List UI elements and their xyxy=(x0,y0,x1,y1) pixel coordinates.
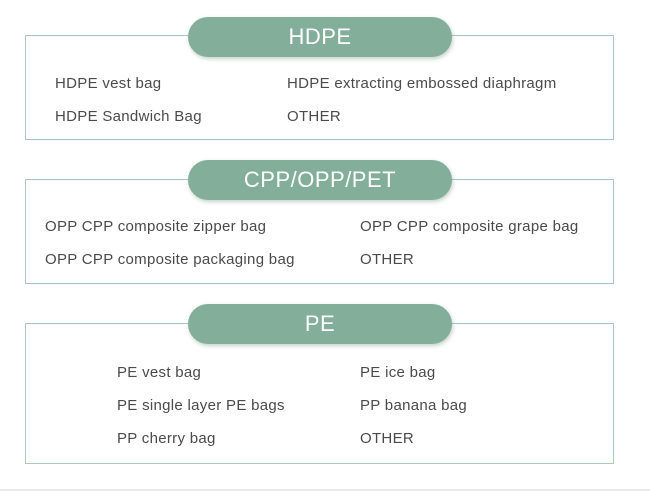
section-pe-title: PE xyxy=(188,304,452,344)
item-pp-cherry-bag: PP cherry bag xyxy=(117,430,216,447)
item-pe-ice-bag: PE ice bag xyxy=(360,364,436,381)
item-hdpe-vest-bag: HDPE vest bag xyxy=(55,75,162,92)
item-opp-cpp-grape-bag: OPP CPP composite grape bag xyxy=(360,218,579,235)
item-pe-single-layer-bags: PE single layer PE bags xyxy=(117,397,285,414)
item-hdpe-embossed-diaphragm: HDPE extracting embossed diaphragm xyxy=(287,75,557,92)
item-hdpe-sandwich-bag: HDPE Sandwich Bag xyxy=(55,108,202,125)
section-cpp-opp-pet-title: CPP/OPP/PET xyxy=(188,160,452,200)
item-cpp-other: OTHER xyxy=(360,251,414,268)
item-hdpe-other: OTHER xyxy=(287,108,341,125)
item-pp-banana-bag: PP banana bag xyxy=(360,397,468,414)
item-pe-vest-bag: PE vest bag xyxy=(117,364,202,381)
item-pe-other: OTHER xyxy=(360,430,414,447)
item-opp-cpp-zipper-bag: OPP CPP composite zipper bag xyxy=(45,218,267,235)
section-pe-box xyxy=(25,323,614,464)
section-hdpe-title: HDPE xyxy=(188,17,452,57)
item-opp-cpp-packaging-bag: OPP CPP composite packaging bag xyxy=(45,251,295,268)
